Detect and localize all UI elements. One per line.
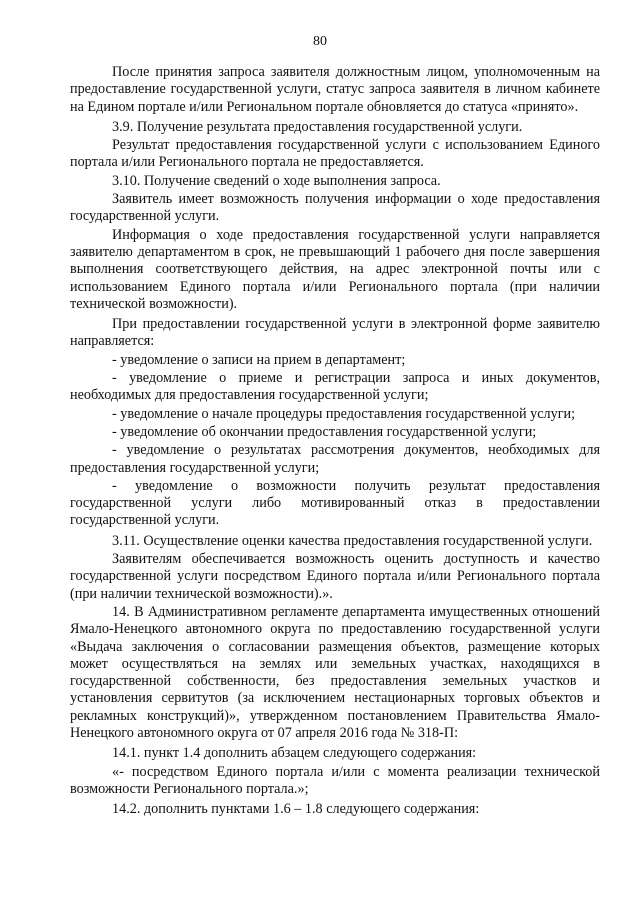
list-item-completion: - уведомление об окончании предоставления государственной услуги; <box>112 423 537 440</box>
paragraph-progress-info: Информация о ходе предоставления государственной услуги направляется заявителю департаментом в срок, не превышающий 1 рабочего дня после завершения выполнения соответствующего действия, на адрес электронной почты или с использованием Единого портала и/или Регионального портала (при наличии технической возможности). <box>70 226 600 312</box>
heading-3-10: 3.10. Получение сведений о ходе выполнения запроса. <box>112 172 441 189</box>
paragraph-quality-assessment: Заявителям обеспечивается возможность оценить доступность и качество государственной услуги посредством Единого портала и/или Регионального портала (при наличии технической возможности).». <box>70 551 600 602</box>
heading-3-11: 3.11. Осуществление оценки качества предоставления государственной услуги. <box>112 532 593 549</box>
paragraph-applicant-info: Заявитель имеет возможность получения информации о ходе предоставления государственной услуги. <box>70 191 600 225</box>
list-item-procedure-start: - уведомление о начале процедуры предоставления государственной услуги; <box>112 405 576 422</box>
paragraph-item-14: 14. В Административном регламенте департамента имущественных отношений Ямало-Ненецкого автономного округа по предоставлению государственной услуги «Выдача заключения о согласовании размещения объектов, размещение которых может осуществляться на землях или земельных участках, находящихся в государственной собственности, без предоставления земельных участков и установления сервитутов (за исключением нестационарных торговых объектов и рекламных конструкций)», утвержденном постановлением Правительства Ямало-Ненецкого автономного округа от 07 апреля 2016 года № 318-П: <box>70 603 600 741</box>
list-item-result-or-refusal: - уведомление о возможности получить результат предоставления государственной услуги либо мотивированный отказ в предоставлении государственной услуги. <box>70 477 600 529</box>
heading-3-9: 3.9. Получение результата предоставления государственной услуги. <box>112 118 523 135</box>
paragraph-item-14-2: 14.2. дополнить пунктами 1.6 – 1.8 следующего содержания: <box>112 801 480 818</box>
paragraph-quote-portal: «- посредством Единого портала и/или с момента реализации технической возможности Регионального портала.»; <box>70 763 600 797</box>
list-item-registration: - уведомление о приеме и регистрации запроса и иных документов, необходимых для предоставления государственной услуги; <box>70 370 600 404</box>
page-number: 80 <box>313 34 327 49</box>
list-item-review-results: - уведомление о результатах рассмотрения документов, необходимых для предоставления государственной услуги; <box>70 442 600 476</box>
paragraph-electronic-form: При предоставлении государственной услуги в электронной форме заявителю направляется: <box>70 316 600 350</box>
document-body <box>70 64 600 819</box>
paragraph-request-accepted: После принятия запроса заявителя должностным лицом, уполномоченным на предоставление государственной услуги, статус запроса заявителя в личном кабинете на Едином портале и/или Региональном портале обновляется до статуса «принято». <box>70 64 600 115</box>
paragraph-result-not-provided: Результат предоставления государственной услуги с использованием Единого портала и/или Регионального портала не предоставляется. <box>70 137 600 171</box>
paragraph-item-14-1: 14.1. пункт 1.4 дополнить абзацем следующего содержания: <box>112 745 477 762</box>
list-item-appointment: - уведомление о записи на прием в департамент; <box>112 351 406 368</box>
